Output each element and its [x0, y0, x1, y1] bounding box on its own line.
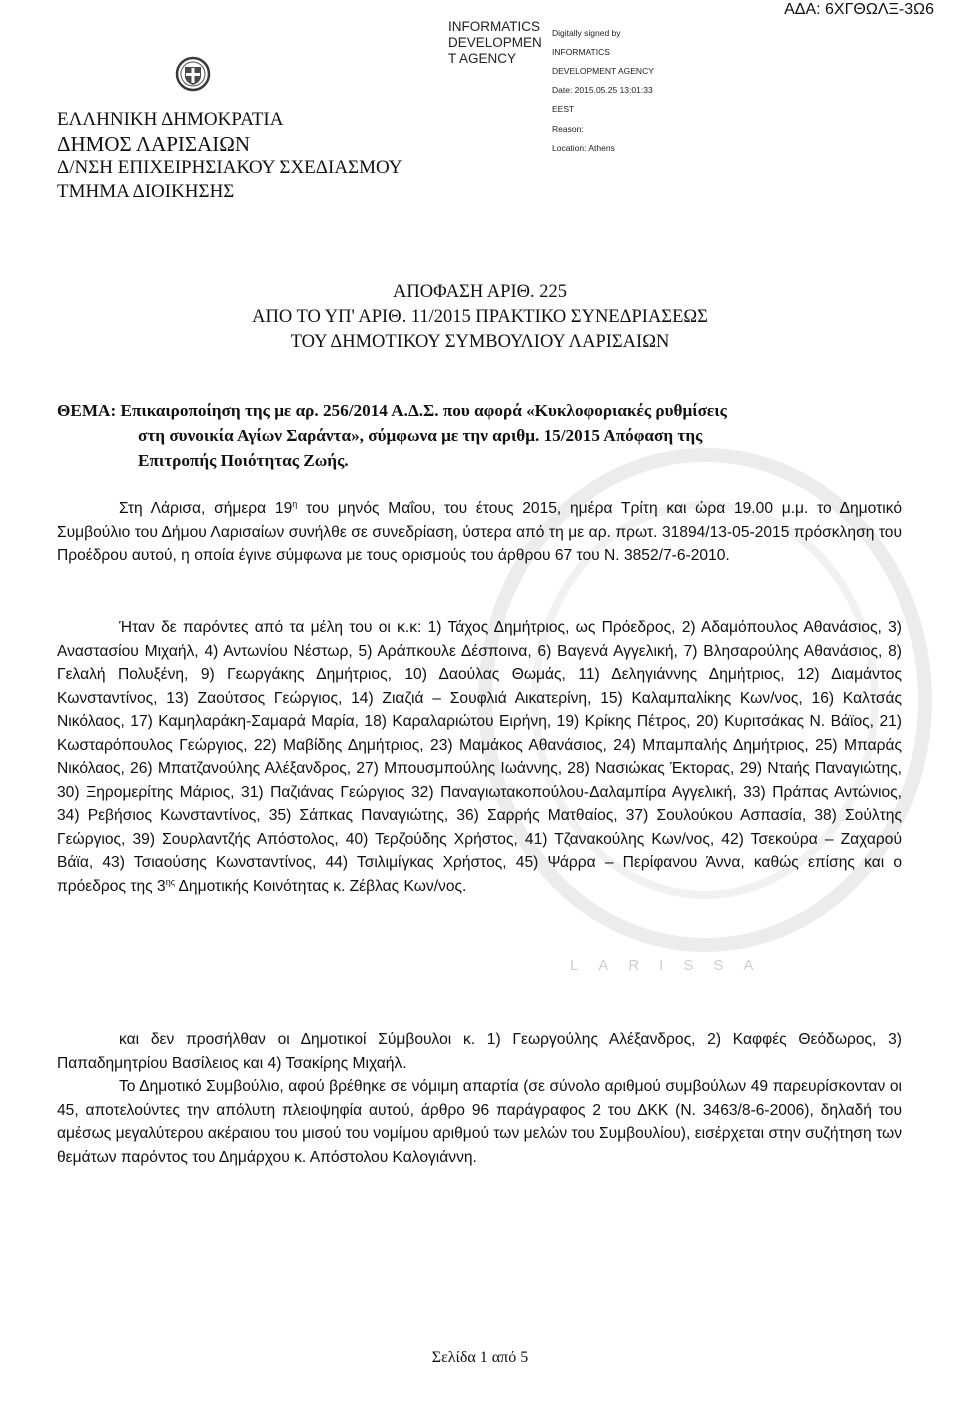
signature-details [552, 19, 672, 163]
subject-line: ΘΕΜΑ: Επικαιροποίηση της με αρ. 256/2014 Α.Δ.Σ. που αφορά «Κυκλοφοριακές ρυθμίσεις [57, 401, 727, 420]
signature-detail-line: EEST [552, 104, 575, 115]
page-number: Σελίδα 1 από 5 [431, 1349, 529, 1366]
members-text-cont: Δημοτικής Κοινότητας κ. Ζέβλας Κων/νος. [175, 877, 467, 895]
signature-name [448, 19, 548, 67]
intro-text: Στη Λάρισα, σήμερα 19 [119, 500, 293, 517]
absent-text: και δεν προσήλθαν οι Δημοτικοί Σύμβουλοι κ. 1) Γεωργούλης Αλέξανδρος, 2) Καφφές Θεόδωρος, 3) Παπαδημητρίου Βασίλειος και 4) Τσακίρης Μιχαήλ. [57, 1031, 902, 1072]
header-directorate: Δ/ΝΣΗ ΕΠΙΧΕΙΡΗΣΙΑΚΟΥ ΣΧΕΔΙΑΣΜΟΥ [57, 157, 403, 178]
minutes-reference: ΑΠΟ ΤΟ ΥΠ' ΑΡΙΘ. 11/2015 ΠΡΑΚΤΙΚΟ ΣΥΝΕΔΡΙΑΣΕΩΣ [252, 307, 708, 327]
signature-detail-line: Location: Athens [552, 142, 615, 153]
decision-title [0, 280, 960, 355]
signature-detail-line: INFORMATICS [552, 46, 610, 57]
signature-detail-line: Date: 2015.05.25 13:01:33 [552, 85, 653, 96]
signature-detail-line: Digitally signed by [552, 27, 621, 38]
signature-detail-line: DEVELOPMENT AGENCY [552, 65, 654, 76]
decision-number: ΑΠΟΦΑΣΗ ΑΡΙΘ. 225 [393, 282, 567, 302]
document-header [57, 108, 403, 204]
intro-sup: η [292, 498, 298, 509]
members-paragraph [57, 616, 902, 898]
greek-emblem-icon [175, 56, 211, 92]
header-department: ΤΜΗΜΑ ΔΙΟΙΚΗΣΗΣ [57, 181, 235, 202]
signature-name-line: DEVELOPMEN [448, 35, 542, 50]
signature-name-line: INFORMATICS [448, 19, 540, 34]
members-sup: ης [165, 876, 176, 887]
council-name: ΤΟΥ ΔΗΜΟΤΙΚΟΥ ΣΥΜΒΟΥΛΙΟΥ ΛΑΡΙΣΑΙΩΝ [290, 332, 670, 352]
subject [57, 398, 902, 473]
intro-text-cont: του μηνός Μαΐου, του έτους 2015, ημέρα Τρίτη και ώρα 19.00 μ.μ. το Δημοτικό Συμβούλιο του Δήμου Λαρισαίων συνήλθε σε συνεδρίαση, ύστερα από τη με αρ. πρωτ. 31894/13-05-2015 πρόσκληση του Προέδρου αυτού, η οποία έγινε σύμφωνα με τους ορισμούς του άρθρου 67 του Ν. 3852/7-6-2010. [57, 500, 902, 564]
quorum-text: Το Δημοτικό Συμβούλιο, αφού βρέθηκε σε νόμιμη απαρτία (σε σύνολο αριθμού συμβούλων 49 παρευρίσκονταν οι 45, αποτελούντες την απόλυτη πλειοψηφία αυτού, άρθρο 96 παράγραφος 2 του ΔΚΚ (Ν. 3463/8-6-2006), δηλαδή του αμέσως μεγαλύτερου ακέραιου του μισού του νομίμου αριθμού των μελών του Συμβουλίου), εισέρχεται στην συζήτηση των θεμάτων παρόντος του Δημάρχου κ. Απόστολου Καλογιάννη. [57, 1078, 902, 1166]
header-republic: ΕΛΛΗΝΙΚΗ ΔΗΜΟΚΡΑΤΙΑ [57, 109, 284, 130]
signature-detail-line: Reason: [552, 123, 584, 134]
signature-name-line: T AGENCY [448, 51, 517, 66]
watermark-text: LARISSA [570, 957, 774, 974]
header-municipality: ΔΗΜΟΣ ΛΑΡΙΣΑΙΩΝ [57, 132, 251, 156]
intro-paragraph [57, 497, 902, 568]
ada-code: ΑΔΑ: 6ΧΓΘΩΛΞ-3Ω6 [784, 1, 934, 18]
quorum-paragraph [57, 1075, 902, 1169]
members-text: Ήταν δε παρόντες από τα μέλη του οι κ.κ: 1) Τάχος Δημήτριος, ως Πρόεδρος, 2) Αδαμόπουλος Αθανάσιος, 3) Αναστασίου Μιχαήλ, 4) Αντωνίου Νέστωρ, 5) Αράπκουλε Δέσποινα, 6) Βαγενά Αγγελική, 7) Βλησαρούλης Αθανάσιος, 8) Γελαλή Πολυξένη, 9) Γεωργάκης Δημήτριος, 10) Δαούλας Θωμάς, 11) Δεληγιάννης Δημήτριος, 12) Διαμάντος Κωνσταντίνος, 13) Ζαούτσος Γεώργιος, 14) Ζιαζιά – Σουφλιά Αικατερίνη, 15) Καλαμπαλίκης Κων/νος, 16) Καλτσάς Νικόλαος, 17) Καμηλαράκη-Σαμαρά Μαρία, 18) Καραλαριώτου Ειρήνη, 19) Κρίκης Πέτρος, 20) Κυριτσάκας Ν. Βάϊος, 21) Κωσταρόπουλος Γεώργιος, 22) Μαβίδης Δημήτριος, 23) Μαμάκος Αθανάσιος, 24) Μπαμπαλής Δημήτριος, 25) Μπαράς Νικόλαος, 26) Μπατζανούλης Αλέξανδρος, 27) Μπουσμπούλης Ιωάννης, 28) Νασιώκας Έκτορας, 29) Νταής Παναγιώτης, 30) Ξηρομερίτης Μάριος, 31) Παζιάνας Γεώργιος 32) Παναγιωτακοπούλου-Δαλαμπίρα Αγγελική, 33) Πράπας Αντώνιος, 34) Ρεβήσιος Κωνσταντίνος, 35) Σάπκας Παναγιώτης, 36) Σαρρής Ματθαίος, 37) Σουλούκου Ασπασία, 38) Σούλτης Γεώργιος, 39) Σουρλαντζής Απόστολος, 40) Τερζούδης Χρήστος, 41) Τζανακούλης Κων/νος, 42) Τσεκούρα – Ζαχαρού Βάϊα, 43) Τσιαούσης Κωνσταντίνος, 44) Τσιλιμίγκας Χρήστος, 45) Ψάρρα – Περίφανου Άννα, καθώς επίσης και ο πρόεδρος της 3 [57, 619, 902, 895]
subject-line: Επιτροπής Ποιότητας Ζωής. [138, 451, 349, 470]
subject-line: στη συνοικία Αγίων Σαράντα», σύμφωνα με την αριθμ. 15/2015 Απόφαση της [138, 426, 703, 445]
absent-paragraph [57, 1028, 902, 1075]
